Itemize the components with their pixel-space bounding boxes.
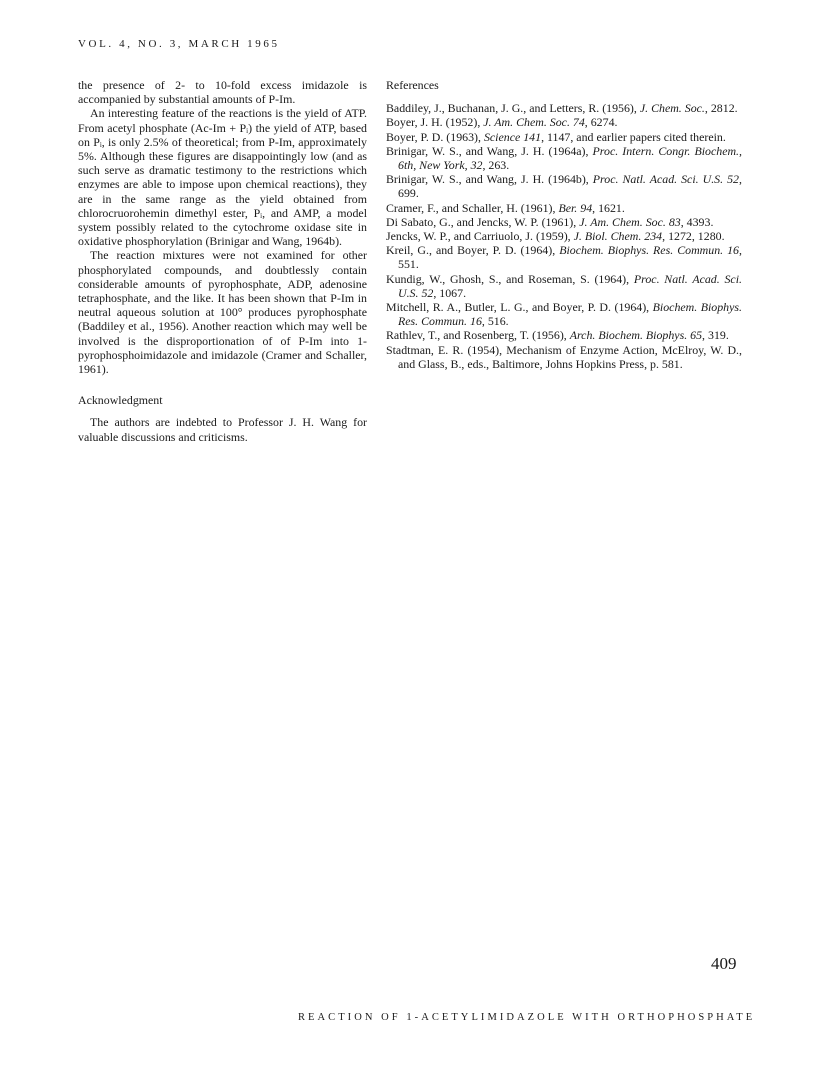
running-head: VOL. 4, NO. 3, MARCH 1965 [78,38,280,50]
body-paragraph: The reaction mixtures were not examined for other phosphorylated compounds, and doubtlessly contain considerable amounts of pyrophosphate, ADP, adenosine tetraphosphate, and the like. It has been shown that P-Im in neutral aqueous solution at 100° produces pyrophosphate (Baddiley et al., 1956). Another reaction which may well be involved is the disproportionation of of P-Im into 1-pyrophosphoimidazole and imidazole (Cramer and Schaller, 1961). [78,248,367,377]
reference-item: Brinigar, W. S., and Wang, J. H. (1964b), Proc. Natl. Acad. Sci. U.S. 52, 699. [386,172,742,201]
body-paragraph: An interesting feature of the reactions is the yield of ATP. From acetyl phosphate (Ac-Im + Pᵢ) the yield of ATP, based on Pᵢ, is only 2.5% of theoretical; from P-Im, approximately 5%. Although these figures are disappointingly low (and as such serve as dramatic testimony to the restrictions which enzymes are able to impose upon chemical reactions), they are in the same range as the yield obtained from chlorocruorohemin dimethyl ester, Pᵢ, and AMP, a model system possibly related to the cytochrome oxidase site in oxidative phosphorylation (Brinigar and Wang, 1964b). [78,106,367,249]
reference-item: Boyer, P. D. (1963), Science 141, 1147, and earlier papers cited therein. [386,129,726,144]
reference-list [386,101,742,371]
reference-item: Jencks, W. P., and Carriuolo, J. (1959), J. Biol. Chem. 234, 1272, 1280. [386,229,725,244]
acknowledgment-heading: Acknowledgment [78,393,163,408]
reference-item: Kreil, G., and Boyer, P. D. (1964), Biochem. Biophys. Res. Commun. 16, 551. [386,243,742,272]
reference-item: Stadtman, E. R. (1954), Mechanism of Enzyme Action, McElroy, W. D., and Glass, B., eds., Baltimore, Johns Hopkins Press, p. 581. [386,342,742,371]
reference-item: Di Sabato, G., and Jencks, W. P. (1961), J. Am. Chem. Soc. 83, 4393. [386,214,714,229]
reference-item: Boyer, J. H. (1952), J. Am. Chem. Soc. 74, 6274. [386,115,618,130]
page-number: 409 [711,954,737,973]
reference-item: Cramer, F., and Schaller, H. (1961), Ber. 94, 1621. [386,200,625,215]
references-column [386,78,742,371]
reference-item: Mitchell, R. A., Butler, L. G., and Boyer, P. D. (1964), Biochem. Biophys. Res. Commun. 16, 516. [386,300,743,329]
reference-item: Rathlev, T., and Rosenberg, T. (1956), Arch. Biochem. Biophys. 65, 319. [386,328,729,343]
running-foot: REACTION OF 1-ACETYLIMIDAZOLE WITH ORTHOPHOSPHATE [298,1012,756,1023]
reference-item: Kundig, W., Ghosh, S., and Roseman, S. (1964), Proc. Natl. Acad. Sci. U.S. 52, 1067. [386,271,742,300]
left-column [78,78,367,444]
reference-item: Brinigar, W. S., and Wang, J. H. (1964a), Proc. Intern. Congr. Biochem., 6th, New York, 32, 263. [386,143,743,173]
body-paragraph: the presence of 2- to 10-fold excess imidazole is accompanied by substantial amounts of P-Im. [78,78,367,107]
acknowledgment-text: The authors are indebted to Professor J. H. Wang for valuable discussions and criticisms. [78,415,367,444]
references-heading: References [386,78,439,92]
reference-item: Baddiley, J., Buchanan, J. G., and Letters, R. (1956), J. Chem. Soc., 2812. [386,101,738,116]
